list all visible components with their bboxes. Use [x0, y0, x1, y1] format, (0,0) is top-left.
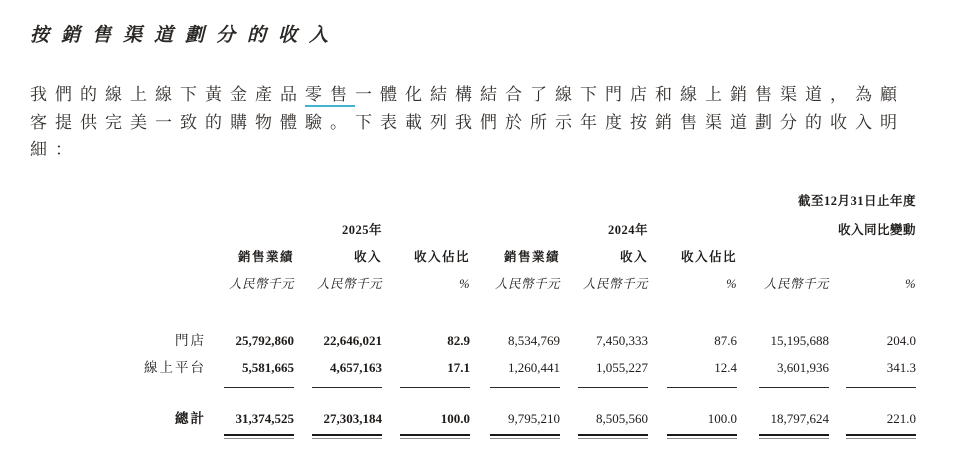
row-label: 線上平台: [144, 359, 206, 375]
double-rule: [737, 427, 829, 439]
year-group-row: [30, 209, 916, 238]
double-rule: [829, 427, 916, 439]
double-rule: [382, 427, 470, 439]
table-row-online-platform: [30, 349, 916, 376]
unit-rmb: 人民幣千元: [228, 276, 294, 291]
share-2025-value: 82.9: [447, 332, 470, 348]
yoy-pct-total: 221.0: [886, 410, 917, 426]
unit-rmb: 人民幣千元: [582, 276, 648, 291]
single-rule: [829, 376, 916, 388]
paragraph-line-3: 細：: [30, 140, 80, 159]
revenue-2024-value: 1,055,227: [596, 359, 648, 375]
sales-2024-header: 銷售業績: [503, 249, 560, 264]
yoy-pct-value: 341.3: [886, 359, 917, 375]
sales-2025-header: 銷售業績: [237, 249, 294, 264]
double-rule: [648, 427, 737, 439]
share-2024-total: 100.0: [707, 410, 737, 426]
sales-2024-total: 9,795,210: [508, 410, 560, 426]
units-row: [30, 265, 916, 292]
paragraph-text: 我們的線上線下黃金產品: [30, 85, 305, 104]
share-2024-value: 12.4: [714, 359, 737, 375]
double-rule: [560, 427, 648, 439]
revenue-2025-total: 27,303,184: [323, 410, 382, 426]
unit-percent: %: [726, 276, 737, 291]
empty-cell: [206, 209, 294, 238]
unit-percent: %: [905, 276, 917, 291]
single-rule: [648, 376, 737, 388]
share-2025-total: 100.0: [440, 410, 470, 426]
empty-cell: [30, 427, 206, 439]
paragraph-line-1: [30, 81, 930, 109]
empty-cell: [30, 265, 206, 292]
unit-percent: %: [459, 276, 470, 291]
empty-cell: [30, 376, 206, 388]
grand-total-rule-row: [30, 427, 916, 439]
total-label: 總計: [175, 410, 206, 426]
share-2024-value: 87.6: [714, 332, 737, 348]
year-2024-header: 2024年: [607, 222, 648, 237]
revenue-2024-header: 收入: [619, 249, 648, 264]
table-row-total: [30, 402, 916, 427]
single-rule: [560, 376, 648, 388]
sales-2025-value: 25,792,860: [235, 332, 294, 348]
share-2025-header: 收入佔比: [413, 249, 470, 264]
column-header-row: [30, 238, 916, 265]
share-2024-header: 收入佔比: [680, 249, 737, 264]
single-rule: [382, 376, 470, 388]
sales-2024-value: 1,260,441: [508, 359, 560, 375]
section-heading: 按銷售渠道劃分的收入: [30, 25, 341, 46]
empty-cell: [829, 238, 916, 265]
double-rule: [470, 427, 560, 439]
empty-cell: [470, 209, 560, 238]
revenue-2024-total: 8,505,560: [596, 410, 648, 426]
empty-cell: [648, 209, 737, 238]
double-rule: [206, 427, 294, 439]
period-header-row: [30, 185, 916, 209]
empty-cell: [30, 238, 206, 265]
double-rule: [294, 427, 382, 439]
unit-rmb: 人民幣千元: [316, 276, 382, 291]
revenue-2025-value: 22,646,021: [323, 332, 382, 348]
paragraph-text: 一體化結構結合了線下門店和線上銷售渠道，為顧: [355, 85, 905, 104]
revenue-2024-value: 7,450,333: [596, 332, 648, 348]
empty-cell: [30, 209, 206, 238]
yoy-change-header: 收入同比變動: [838, 222, 917, 237]
year-2025-header: 2025年: [341, 222, 382, 237]
revenue-2025-header: 收入: [353, 249, 382, 264]
spacer-row: [30, 388, 916, 402]
subtotal-rule-row: [30, 376, 916, 388]
period-header: 截至12月31日止年度: [798, 193, 917, 208]
unit-rmb: 人民幣千元: [763, 276, 829, 291]
sales-2024-value: 8,534,769: [508, 332, 560, 348]
unit-rmb: 人民幣千元: [494, 276, 560, 291]
paragraph-line-2: 客提供完美一致的購物體驗。下表載列我們於所示年度按銷售渠道劃分的收入明: [30, 112, 905, 132]
empty-cell: [737, 238, 829, 265]
single-rule: [737, 376, 829, 388]
revenue-by-channel-table: [30, 185, 916, 439]
row-label: 門店: [175, 332, 206, 348]
intro-paragraph: [30, 81, 930, 164]
single-rule: [206, 376, 294, 388]
empty-cell: [30, 185, 206, 209]
yoy-amount-value: 15,195,688: [770, 332, 829, 348]
empty-cell: [382, 209, 470, 238]
sales-2025-total: 31,374,525: [235, 410, 294, 426]
table-row-stores: [30, 322, 916, 349]
document-page: [0, 20, 960, 439]
yoy-amount-total: 18,797,624: [770, 410, 829, 426]
revenue-2025-value: 4,657,163: [330, 359, 382, 375]
yoy-pct-value: 204.0: [886, 332, 917, 348]
sales-2025-value: 5,581,665: [242, 359, 294, 375]
single-rule: [294, 376, 382, 388]
single-rule: [470, 376, 560, 388]
yoy-amount-value: 3,601,936: [777, 359, 829, 375]
share-2025-value: 17.1: [447, 359, 470, 375]
retail-link[interactable]: 零售: [305, 85, 355, 107]
spacer-row: [30, 292, 916, 322]
